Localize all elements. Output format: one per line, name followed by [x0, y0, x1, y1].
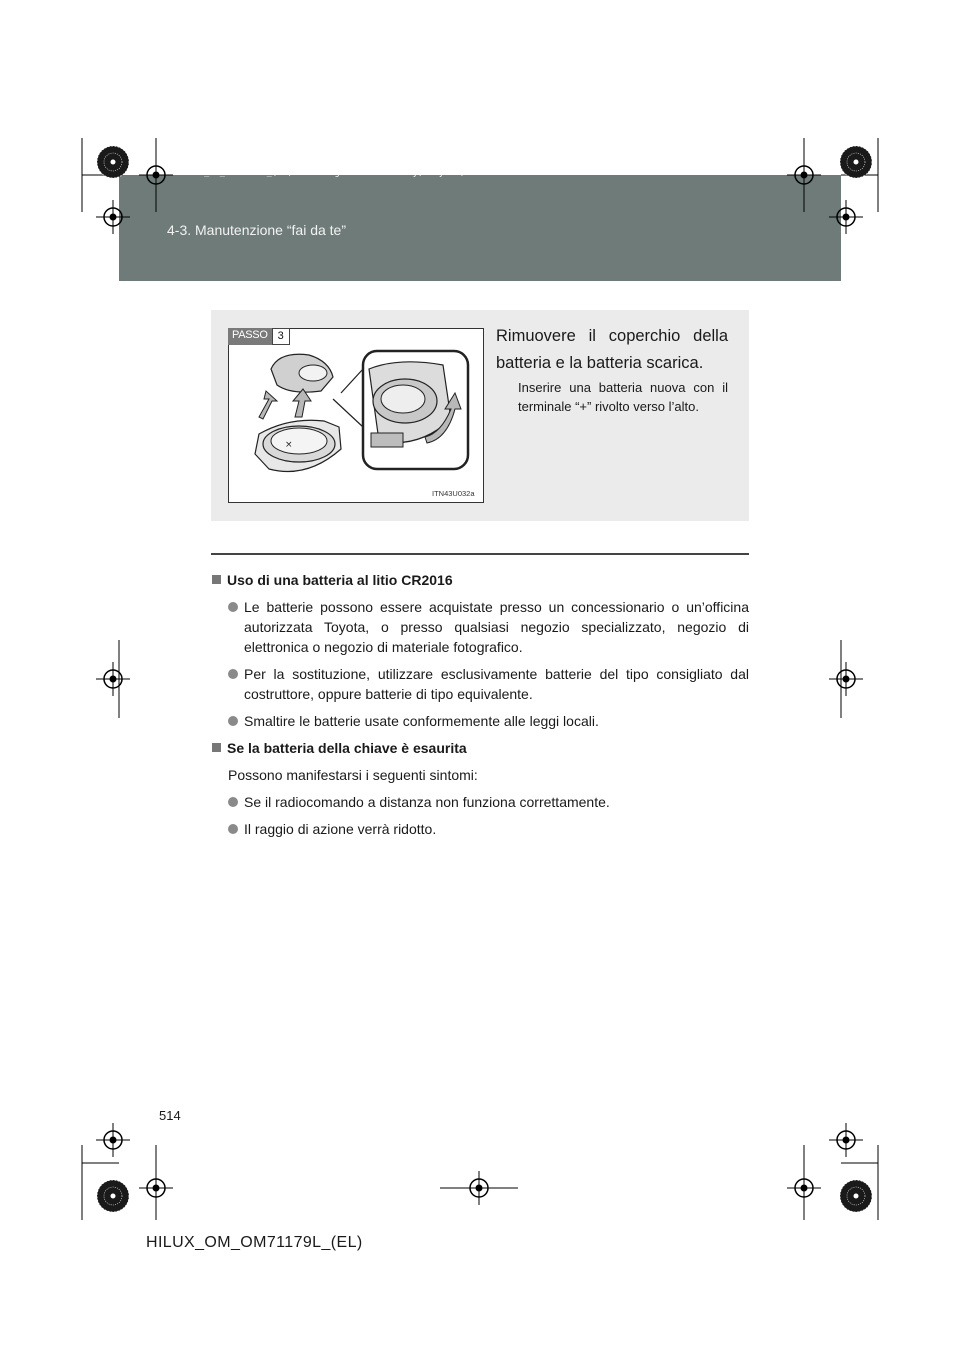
print-info: HILUX_OM_OM71179L_(EL).book Page 514 Wednesday, May 16, 2012 11:37 AM	[178, 168, 539, 178]
notes-content	[211, 570, 749, 846]
key-battery-drawing	[229, 329, 483, 502]
document-code: HILUX_OM_OM71179L_(EL)	[146, 1234, 363, 1251]
section-title: 4-3. Manutenzione “fai da te”	[167, 222, 346, 238]
battery-illustration	[228, 328, 484, 503]
step-tag	[228, 328, 290, 345]
svg-text:×: ×	[285, 440, 293, 450]
illustration-code: ITN43U032a	[432, 489, 475, 498]
step-tag-number: 3	[272, 328, 290, 345]
step-note: Inserire una batteria nuova con il terminale “+” rivolto verso l’alto.	[518, 380, 728, 414]
list-item: Smaltire le batterie usate conformemente alle leggi locali.	[211, 711, 749, 731]
square-bullet-icon	[212, 743, 221, 752]
list-item: Per la sostituzione, utilizzare esclusivamente batterie del tipo consigliato dal costruttore, oppure batterie di tipo equivalente.	[211, 664, 749, 704]
round-bullet-icon	[228, 669, 238, 679]
page-number: 514	[159, 1108, 181, 1123]
round-bullet-icon	[228, 716, 238, 726]
step-heading: Rimuovere il coperchio della batteria e la batteria scarica.	[496, 327, 728, 372]
list-item: Se il radiocomando a distanza non funziona correttamente.	[211, 792, 749, 812]
round-bullet-icon	[228, 602, 238, 612]
round-bullet-icon	[228, 797, 238, 807]
list-item: Le batterie possono essere acquistate presso un concessionario o un’officina autorizzata Toyota, o presso qualsiasi negozio specializzato, negozio di elettronica o negozio di materiale fotografico.	[211, 597, 749, 657]
step-tag-word: PASSO	[228, 328, 272, 345]
square-bullet-icon	[212, 575, 221, 584]
round-bullet-icon	[228, 824, 238, 834]
section-intro: Possono manifestarsi i seguenti sintomi:	[228, 767, 478, 783]
section-heading-battery-type: Uso di una batteria al litio CR2016	[211, 570, 749, 590]
section-heading-battery-depleted: Se la batteria della chiave è esaurita	[211, 738, 749, 758]
section-divider	[211, 553, 749, 555]
list-item: Il raggio di azione verrà ridotto.	[211, 819, 749, 839]
